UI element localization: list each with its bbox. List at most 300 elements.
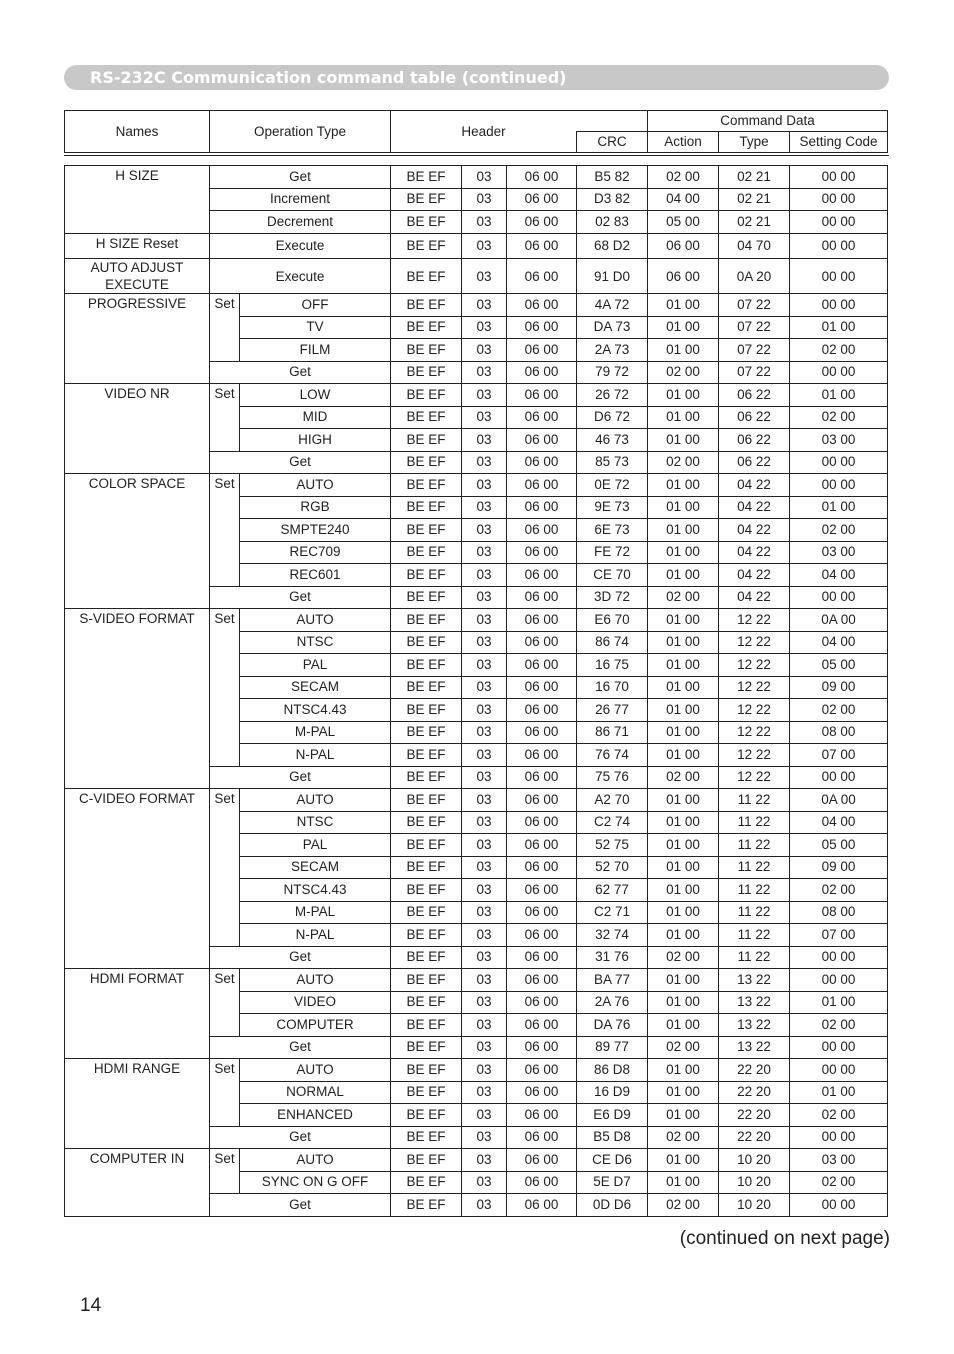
header-bytes-cell: BE EF (391, 384, 462, 407)
action-cell: 01 00 (648, 316, 719, 339)
operation-type: NORMAL (240, 1081, 391, 1104)
header-len-cell: 03 (462, 259, 507, 294)
setting-code-cell: 07 00 (790, 744, 888, 767)
table-row (65, 1059, 888, 1082)
header-len-cell: 03 (462, 451, 507, 474)
type-cell: 12 22 (719, 744, 790, 767)
crc-cell: FE 72 (577, 541, 648, 564)
set-label: Set (210, 294, 240, 362)
type-cell: 22 20 (719, 1081, 790, 1104)
header-len-cell: 03 (462, 991, 507, 1014)
action-cell: 01 00 (648, 519, 719, 542)
setting-code-cell: 00 00 (790, 586, 888, 609)
command-name: AUTO ADJUST EXECUTE (65, 259, 210, 294)
action-cell: 06 00 (648, 233, 719, 259)
header-id-cell: 06 00 (507, 1171, 577, 1194)
header-id-cell: 06 00 (507, 609, 577, 632)
action-cell: 01 00 (648, 609, 719, 632)
header-len-cell: 03 (462, 1081, 507, 1104)
operation-type: AUTO (240, 969, 391, 992)
header-bytes-cell: BE EF (391, 541, 462, 564)
header-len-cell: 03 (462, 879, 507, 902)
operation-type: PAL (240, 834, 391, 857)
operation-type: Get (210, 1194, 391, 1217)
setting-code-cell: 09 00 (790, 676, 888, 699)
command-name: S-VIDEO FORMAT (65, 609, 210, 789)
table-row (65, 609, 888, 632)
header-id-cell: 06 00 (507, 211, 577, 234)
header-id-cell: 06 00 (507, 721, 577, 744)
table-row (65, 259, 888, 294)
header-bytes-cell: BE EF (391, 586, 462, 609)
header-id-cell: 06 00 (507, 496, 577, 519)
header-id-cell: 06 00 (507, 1059, 577, 1082)
operation-type: SMPTE240 (240, 519, 391, 542)
crc-cell: 02 83 (577, 211, 648, 234)
action-cell: 01 00 (648, 811, 719, 834)
header-bytes-cell: BE EF (391, 519, 462, 542)
header-bytes-cell: BE EF (391, 1014, 462, 1037)
header-len-cell: 03 (462, 294, 507, 317)
action-cell: 01 00 (648, 699, 719, 722)
type-cell: 04 22 (719, 496, 790, 519)
header-bytes-cell: BE EF (391, 609, 462, 632)
header-len-cell: 03 (462, 946, 507, 969)
setting-code-cell: 00 00 (790, 361, 888, 384)
setting-code-cell: 02 00 (790, 1171, 888, 1194)
header-len-cell: 03 (462, 1171, 507, 1194)
type-cell: 12 22 (719, 631, 790, 654)
type-cell: 22 20 (719, 1126, 790, 1149)
header-id-cell: 06 00 (507, 1036, 577, 1059)
operation-type: TV (240, 316, 391, 339)
setting-code-cell: 00 00 (790, 1059, 888, 1082)
table-row (65, 166, 888, 189)
type-cell: 06 22 (719, 406, 790, 429)
crc-cell: 76 74 (577, 744, 648, 767)
header-bytes-cell: BE EF (391, 1104, 462, 1127)
crc-cell: E6 D9 (577, 1104, 648, 1127)
crc-cell: B5 82 (577, 166, 648, 189)
operation-type: REC709 (240, 541, 391, 564)
type-cell: 11 22 (719, 856, 790, 879)
header-id-cell: 06 00 (507, 834, 577, 857)
type-cell: 11 22 (719, 811, 790, 834)
operation-type: Increment (210, 188, 391, 211)
action-cell: 01 00 (648, 856, 719, 879)
operation-type: REC601 (240, 564, 391, 587)
action-cell: 01 00 (648, 541, 719, 564)
header-bytes-cell: BE EF (391, 856, 462, 879)
action-cell: 01 00 (648, 294, 719, 317)
header-type: Type (719, 132, 790, 153)
operation-type: Get (210, 361, 391, 384)
header-bytes-cell: BE EF (391, 834, 462, 857)
type-cell: 06 22 (719, 384, 790, 407)
header-id-cell: 06 00 (507, 1104, 577, 1127)
header-id-cell: 06 00 (507, 339, 577, 362)
type-cell: 10 20 (719, 1149, 790, 1172)
setting-code-cell: 0A 00 (790, 789, 888, 812)
header-len-cell: 03 (462, 609, 507, 632)
set-label: Set (210, 1149, 240, 1194)
operation-type: AUTO (240, 789, 391, 812)
setting-code-cell: 01 00 (790, 991, 888, 1014)
action-cell: 01 00 (648, 496, 719, 519)
header-id-cell: 06 00 (507, 766, 577, 789)
header-id-cell: 06 00 (507, 1126, 577, 1149)
action-cell: 01 00 (648, 834, 719, 857)
header-bytes-cell: BE EF (391, 233, 462, 259)
set-label: Set (210, 789, 240, 947)
header-bytes-cell: BE EF (391, 1149, 462, 1172)
header-id-cell: 06 00 (507, 1081, 577, 1104)
type-cell: 04 22 (719, 474, 790, 497)
header-divider (64, 155, 889, 156)
action-cell: 01 00 (648, 1104, 719, 1127)
operation-type: Execute (210, 259, 391, 294)
action-cell: 01 00 (648, 474, 719, 497)
setting-code-cell: 07 00 (790, 924, 888, 947)
crc-cell: 6E 73 (577, 519, 648, 542)
setting-code-cell: 01 00 (790, 496, 888, 519)
setting-code-cell: 00 00 (790, 1126, 888, 1149)
setting-code-cell: 00 00 (790, 946, 888, 969)
crc-cell: 2A 73 (577, 339, 648, 362)
crc-cell: 32 74 (577, 924, 648, 947)
crc-cell: CE 70 (577, 564, 648, 587)
header-action: Action (648, 132, 719, 153)
header-id-cell: 06 00 (507, 991, 577, 1014)
action-cell: 01 00 (648, 1171, 719, 1194)
type-cell: 11 22 (719, 789, 790, 812)
action-cell: 02 00 (648, 1194, 719, 1217)
operation-type: Get (210, 1036, 391, 1059)
operation-type: Get (210, 946, 391, 969)
set-label: Set (210, 474, 240, 587)
crc-cell: 46 73 (577, 429, 648, 452)
action-cell: 01 00 (648, 1149, 719, 1172)
setting-code-cell: 02 00 (790, 339, 888, 362)
type-cell: 07 22 (719, 294, 790, 317)
command-name: COMPUTER IN (65, 1149, 210, 1217)
command-name: C-VIDEO FORMAT (65, 789, 210, 969)
header-len-cell: 03 (462, 474, 507, 497)
header-len-cell: 03 (462, 1059, 507, 1082)
crc-cell: 4A 72 (577, 294, 648, 317)
crc-cell: 79 72 (577, 361, 648, 384)
header-len-cell: 03 (462, 429, 507, 452)
crc-cell: C2 71 (577, 901, 648, 924)
header-id-cell: 06 00 (507, 188, 577, 211)
operation-type: COMPUTER (240, 1014, 391, 1037)
header-bytes-cell: BE EF (391, 946, 462, 969)
setting-code-cell: 00 00 (790, 233, 888, 259)
header-bytes-cell: BE EF (391, 406, 462, 429)
type-cell: 07 22 (719, 361, 790, 384)
operation-type: SECAM (240, 856, 391, 879)
header-id-cell: 06 00 (507, 789, 577, 812)
header-len-cell: 03 (462, 384, 507, 407)
setting-code-cell: 00 00 (790, 766, 888, 789)
header-bytes-cell: BE EF (391, 1194, 462, 1217)
set-label: Set (210, 609, 240, 767)
header-id-cell: 06 00 (507, 699, 577, 722)
action-cell: 01 00 (648, 1059, 719, 1082)
action-cell: 02 00 (648, 361, 719, 384)
crc-cell: 16 75 (577, 654, 648, 677)
action-cell: 01 00 (648, 384, 719, 407)
header-crc: CRC (577, 132, 648, 153)
header-len-cell: 03 (462, 1149, 507, 1172)
setting-code-cell: 04 00 (790, 631, 888, 654)
header-len-cell: 03 (462, 1126, 507, 1149)
header-bytes-cell: BE EF (391, 631, 462, 654)
header-len-cell: 03 (462, 233, 507, 259)
header-bytes-cell: BE EF (391, 879, 462, 902)
type-cell: 10 20 (719, 1194, 790, 1217)
type-cell: 07 22 (719, 316, 790, 339)
type-cell: 06 22 (719, 451, 790, 474)
type-cell: 22 20 (719, 1059, 790, 1082)
operation-type: OFF (240, 294, 391, 317)
operation-type: VIDEO (240, 991, 391, 1014)
operation-type: N-PAL (240, 924, 391, 947)
header-len-cell: 03 (462, 541, 507, 564)
setting-code-cell: 08 00 (790, 721, 888, 744)
type-cell: 12 22 (719, 766, 790, 789)
header-len-cell: 03 (462, 856, 507, 879)
action-cell: 01 00 (648, 564, 719, 587)
operation-type: NTSC (240, 631, 391, 654)
action-cell: 01 00 (648, 879, 719, 902)
action-cell: 04 00 (648, 188, 719, 211)
header-len-cell: 03 (462, 339, 507, 362)
header-command-data: Command Data (648, 111, 888, 132)
header-id-cell: 06 00 (507, 856, 577, 879)
set-label: Set (210, 1059, 240, 1127)
header-bytes-cell: BE EF (391, 259, 462, 294)
header-len-cell: 03 (462, 834, 507, 857)
crc-cell: 89 77 (577, 1036, 648, 1059)
type-cell: 11 22 (719, 879, 790, 902)
table-row (65, 1149, 888, 1172)
header-setting-code: Setting Code (790, 132, 888, 153)
crc-cell: 86 74 (577, 631, 648, 654)
type-cell: 11 22 (719, 834, 790, 857)
crc-cell: BA 77 (577, 969, 648, 992)
setting-code-cell: 00 00 (790, 166, 888, 189)
header-bytes-cell: BE EF (391, 429, 462, 452)
table-row (65, 294, 888, 317)
operation-type: M-PAL (240, 901, 391, 924)
continued-note: (continued on next page) (679, 1228, 890, 1249)
table-row (65, 233, 888, 259)
operation-type: AUTO (240, 474, 391, 497)
setting-code-cell: 00 00 (790, 188, 888, 211)
command-name: COLOR SPACE (65, 474, 210, 609)
crc-cell: 86 D8 (577, 1059, 648, 1082)
header-len-cell: 03 (462, 789, 507, 812)
section-title-bar (64, 65, 889, 90)
header-bytes-cell: BE EF (391, 969, 462, 992)
setting-code-cell: 05 00 (790, 654, 888, 677)
header-len-cell: 03 (462, 699, 507, 722)
operation-type: RGB (240, 496, 391, 519)
type-cell: 02 21 (719, 188, 790, 211)
command-name: PROGRESSIVE (65, 294, 210, 384)
setting-code-cell: 02 00 (790, 519, 888, 542)
header-len-cell: 03 (462, 654, 507, 677)
header-id-cell: 06 00 (507, 946, 577, 969)
type-cell: 22 20 (719, 1104, 790, 1127)
setting-code-cell: 01 00 (790, 1081, 888, 1104)
crc-cell: 26 72 (577, 384, 648, 407)
table-row (65, 474, 888, 497)
header-id-cell: 06 00 (507, 924, 577, 947)
crc-cell: 75 76 (577, 766, 648, 789)
header-spacer (577, 111, 648, 132)
type-cell: 11 22 (719, 901, 790, 924)
operation-type: M-PAL (240, 721, 391, 744)
header-len-cell: 03 (462, 969, 507, 992)
action-cell: 01 00 (648, 721, 719, 744)
crc-cell: 0E 72 (577, 474, 648, 497)
operation-type: Get (210, 166, 391, 189)
operation-type: SECAM (240, 676, 391, 699)
header-id-cell: 06 00 (507, 451, 577, 474)
action-cell: 06 00 (648, 259, 719, 294)
crc-cell: DA 73 (577, 316, 648, 339)
action-cell: 01 00 (648, 924, 719, 947)
header-bytes-cell: BE EF (391, 1126, 462, 1149)
type-cell: 04 22 (719, 541, 790, 564)
command-name: HDMI FORMAT (65, 969, 210, 1059)
crc-cell: 91 D0 (577, 259, 648, 294)
header-len-cell: 03 (462, 1014, 507, 1037)
operation-type: AUTO (240, 1059, 391, 1082)
crc-cell: CE D6 (577, 1149, 648, 1172)
header-len-cell: 03 (462, 586, 507, 609)
action-cell: 01 00 (648, 901, 719, 924)
setting-code-cell: 03 00 (790, 429, 888, 452)
setting-code-cell: 00 00 (790, 1036, 888, 1059)
header-id-cell: 06 00 (507, 654, 577, 677)
operation-type: LOW (240, 384, 391, 407)
header-id-cell: 06 00 (507, 519, 577, 542)
header-id-cell: 06 00 (507, 901, 577, 924)
setting-code-cell: 01 00 (790, 316, 888, 339)
header-id-cell: 06 00 (507, 166, 577, 189)
header-bytes-cell: BE EF (391, 294, 462, 317)
setting-code-cell: 00 00 (790, 1194, 888, 1217)
operation-type: NTSC (240, 811, 391, 834)
header-len-cell: 03 (462, 564, 507, 587)
action-cell: 02 00 (648, 451, 719, 474)
crc-cell: D3 82 (577, 188, 648, 211)
header-len-cell: 03 (462, 496, 507, 519)
header-bytes-cell: BE EF (391, 991, 462, 1014)
crc-cell: DA 76 (577, 1014, 648, 1037)
header-len-cell: 03 (462, 316, 507, 339)
header-id-cell: 06 00 (507, 586, 577, 609)
header-len-cell: 03 (462, 766, 507, 789)
setting-code-cell: 01 00 (790, 384, 888, 407)
type-cell: 11 22 (719, 946, 790, 969)
header-id-cell: 06 00 (507, 259, 577, 294)
action-cell: 01 00 (648, 1014, 719, 1037)
crc-cell: E6 70 (577, 609, 648, 632)
header-len-cell: 03 (462, 901, 507, 924)
action-cell: 01 00 (648, 654, 719, 677)
section-title: RS-232C Communication command table (continued) (90, 68, 567, 87)
action-cell: 01 00 (648, 339, 719, 362)
header-bytes-cell: BE EF (391, 451, 462, 474)
setting-code-cell: 02 00 (790, 406, 888, 429)
header-id-cell: 06 00 (507, 294, 577, 317)
crc-cell: 52 75 (577, 834, 648, 857)
header-bytes-cell: BE EF (391, 721, 462, 744)
operation-type: MID (240, 406, 391, 429)
crc-cell: B5 D8 (577, 1126, 648, 1149)
header-bytes-cell: BE EF (391, 811, 462, 834)
action-cell: 01 00 (648, 429, 719, 452)
action-cell: 02 00 (648, 1126, 719, 1149)
operation-type: Get (210, 1126, 391, 1149)
crc-cell: 86 71 (577, 721, 648, 744)
header-bytes-cell: BE EF (391, 188, 462, 211)
operation-type: HIGH (240, 429, 391, 452)
type-cell: 10 20 (719, 1171, 790, 1194)
header-len-cell: 03 (462, 631, 507, 654)
header-len-cell: 03 (462, 519, 507, 542)
crc-cell: 9E 73 (577, 496, 648, 519)
header-id-cell: 06 00 (507, 969, 577, 992)
type-cell: 04 22 (719, 519, 790, 542)
header-bytes-cell: BE EF (391, 654, 462, 677)
header-len-cell: 03 (462, 924, 507, 947)
action-cell: 01 00 (648, 991, 719, 1014)
type-cell: 06 22 (719, 429, 790, 452)
crc-cell: 26 77 (577, 699, 648, 722)
action-cell: 02 00 (648, 166, 719, 189)
operation-type: FILM (240, 339, 391, 362)
command-table-header (64, 110, 888, 153)
command-name: H SIZE (65, 166, 210, 234)
command-name: H SIZE Reset (65, 233, 210, 259)
header-bytes-cell: BE EF (391, 1081, 462, 1104)
crc-cell: 5E D7 (577, 1171, 648, 1194)
page-number: 14 (80, 1295, 102, 1316)
header-id-cell: 06 00 (507, 429, 577, 452)
crc-cell: 85 73 (577, 451, 648, 474)
header-bytes-cell: BE EF (391, 1059, 462, 1082)
action-cell: 02 00 (648, 946, 719, 969)
type-cell: 12 22 (719, 609, 790, 632)
header-len-cell: 03 (462, 811, 507, 834)
header-operation-type: Operation Type (210, 111, 391, 153)
operation-type: AUTO (240, 609, 391, 632)
header-bytes-cell: BE EF (391, 496, 462, 519)
action-cell: 01 00 (648, 631, 719, 654)
setting-code-cell: 04 00 (790, 564, 888, 587)
header-bytes-cell: BE EF (391, 1171, 462, 1194)
header-id-cell: 06 00 (507, 1149, 577, 1172)
action-cell: 01 00 (648, 676, 719, 699)
setting-code-cell: 00 00 (790, 259, 888, 294)
type-cell: 11 22 (719, 924, 790, 947)
header-len-cell: 03 (462, 406, 507, 429)
